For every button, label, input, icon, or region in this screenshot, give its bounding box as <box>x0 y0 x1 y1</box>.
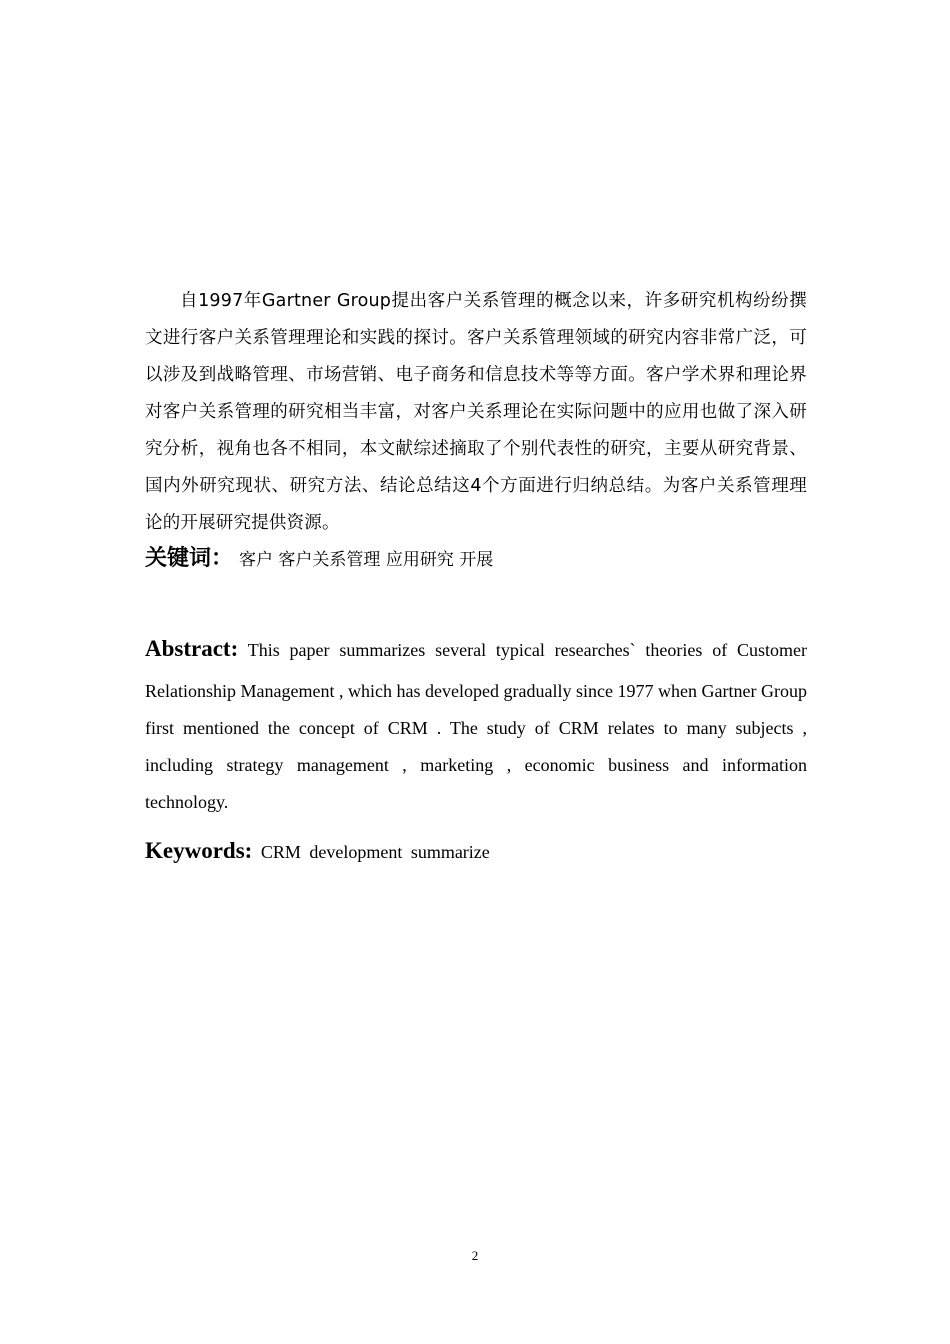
english-abstract-first-text: This paper summarizes several typical researches` theories of Customer <box>238 640 807 660</box>
chinese-keywords-value: 客户 客户关系管理 应用研究 开展 <box>239 550 494 570</box>
english-keywords-label: Keywords: <box>145 838 253 863</box>
english-keywords-line <box>145 838 490 864</box>
page-number: 2 <box>471 1248 479 1263</box>
chinese-keywords-line <box>145 541 807 572</box>
english-keywords-value: CRM development summarize <box>252 842 490 862</box>
chinese-keywords-label: 关键词： <box>145 546 234 571</box>
english-abstract-first-line <box>145 626 807 673</box>
english-abstract-label: Abstract: <box>145 636 239 661</box>
english-abstract-paragraph <box>145 626 807 821</box>
chinese-abstract-paragraph: 自1997年Gartner Group提出客户关系管理的概念以来，许多研究机构纷纷撰文进行客户关系管理理论和实践的探讨。客户关系管理领域的研究内容非常广泛，可以涉及到战略管理、市场营销、电子商务和信息技术等等方面。客户学术界和理论界对客户关系管理的研究相当丰富，对客户关系理论在实际问题中的应用也做了深入研究分析，视角也各不相同，本文献综述摘取了个别代表性的研究，主要从研究背景、国内外研究现状、研究方法、结论总结这4个方面进行归纳总结。为客户关系管理理论的开展研究提供资源。 <box>145 291 807 533</box>
english-abstract-body: Relationship Management , which has developed gradually since 1977 when Gartner Group first mentioned the concept of CRM . The study of CRM relates to many subjects , including strategy management , marketing , economic business and information technology. <box>145 681 807 812</box>
